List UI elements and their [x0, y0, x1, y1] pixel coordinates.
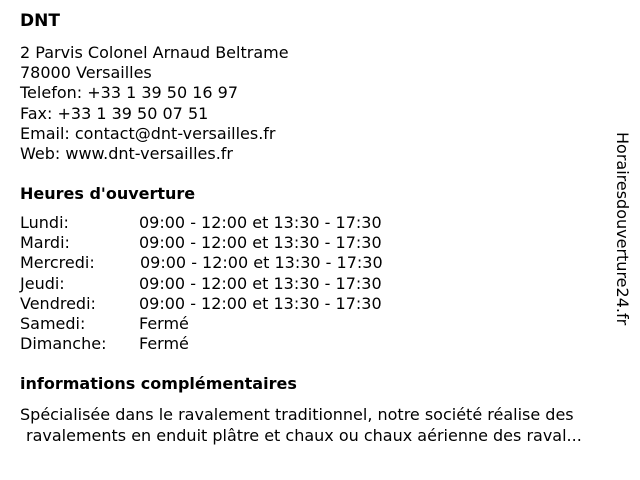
address-line-2: 78000 Versailles — [20, 63, 152, 83]
day-label: Mercredi: — [20, 253, 95, 273]
hours-value: Fermé — [139, 313, 189, 333]
contact-block — [20, 43, 289, 164]
day-label: Jeudi: — [20, 273, 65, 293]
email-line: Email: contact@dnt-versailles.fr — [20, 123, 276, 143]
day-label: Mardi: — [20, 233, 70, 253]
hours-value: 09:00 - 12:00 et 13:30 - 17:30 — [139, 233, 382, 253]
hours-value: 09:00 - 12:00 et 13:30 - 17:30 — [139, 293, 382, 313]
web-line: Web: www.dnt-versailles.fr — [20, 143, 233, 163]
day-label: Dimanche: — [20, 334, 107, 354]
additional-info-heading: informations complémentaires — [20, 374, 297, 393]
phone-line: Telefon: +33 1 39 50 16 97 — [20, 83, 239, 103]
address-line-1: 2 Parvis Colonel Arnaud Beltrame — [20, 43, 289, 62]
day-label: Lundi: — [20, 213, 69, 232]
opening-hours-heading: Heures d'ouverture — [20, 184, 196, 203]
business-description — [20, 404, 630, 446]
business-name: DNT — [20, 11, 60, 31]
hours-value: 09:00 - 12:00 et 13:30 - 17:30 — [139, 273, 382, 293]
site-brand-watermark: Horairesdouverture24.fr — [613, 132, 632, 326]
hours-value: 09:00 - 12:00 et 13:30 - 17:30 — [140, 253, 383, 273]
day-label: Vendredi: — [20, 293, 96, 313]
description-line: ravalements en enduit plâtre et chaux ou chaux aérienne des raval... — [26, 426, 582, 445]
hours-value: Fermé — [139, 334, 189, 354]
fax-line: Fax: +33 1 39 50 07 51 — [20, 103, 209, 123]
description-line: Spécialisée dans le ravalement traditionnel, notre société réalise des — [20, 405, 574, 424]
hours-value: 09:00 - 12:00 et 13:30 - 17:30 — [139, 213, 382, 232]
day-label: Samedi: — [20, 313, 86, 333]
